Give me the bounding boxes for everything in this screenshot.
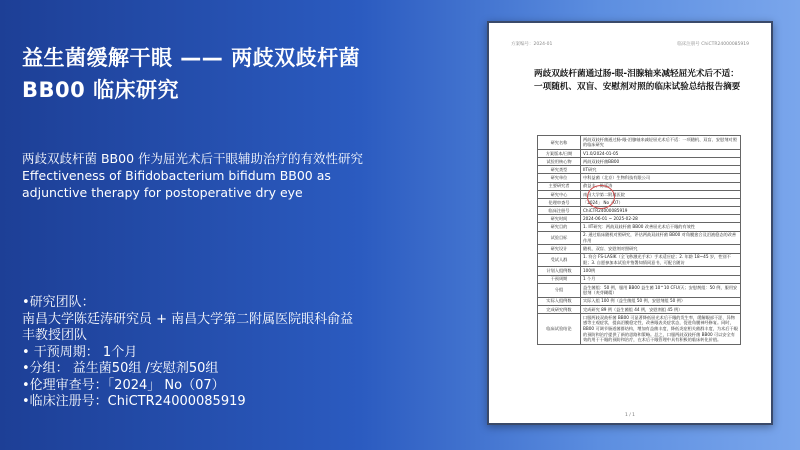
row-label: 研究设计 — [538, 245, 581, 253]
row-value: 随机、双盲、安慰剂对照研究 — [581, 245, 741, 253]
row-value: 益生菌组：50 例，服用 BB00 益生菌 10^10 CFU/天；安慰剂组：50 例，服用安慰剂（麦芽糊精） — [581, 283, 741, 297]
study-info-list — [22, 295, 362, 411]
row-label: 研究时间 — [538, 215, 581, 223]
table-row — [538, 149, 741, 157]
table-row — [538, 174, 741, 182]
row-value: 南昌大学第二附属医院 — [581, 190, 741, 198]
row-value: 完成研究 89 例（益生菌组 44 例，安慰剂组 45 例） — [581, 305, 741, 313]
table-row — [538, 283, 741, 297]
row-value: 口服两歧双歧杆菌 BB00 可显著降低屈光术后干眼的发生率，缓解眼部干涩、异物感等主观症状，提高泪膜稳定性，改善眼表炎症状态，促进角膜神经修复。同时，BB00 可调节肠道菌群结构，增加有益菌丰度，降低炎症相关菌群丰度，为术后干眼的预防和治疗提供了新的思路和策略。总之，口服两歧双歧杆菌 BB00 可以安全有效的用于干眼的预防和治疗，在术后干眼管理中具有积极的临床转化价值。 — [581, 313, 741, 344]
row-value: 2. 通过临床随机对照研究，评估两歧双歧杆菌 BB00 对角膜愈合及泪液稳态的改善作用 — [581, 231, 741, 245]
row-value: 1. IIT研究：两歧双歧杆菌 BB00 改善屈光术后干眼的有效性 — [581, 223, 741, 231]
row-label: 试验目标 — [538, 231, 581, 245]
row-label: 实际入组例数 — [538, 297, 581, 305]
table-row — [538, 313, 741, 344]
row-label: 研究名称 — [538, 136, 581, 150]
row-value: 「2024」 No（07） — [581, 198, 741, 206]
table-row — [538, 207, 741, 215]
info-team-label: •研究团队： — [22, 295, 95, 310]
row-label: 干预周期 — [538, 275, 581, 283]
table-row — [538, 223, 741, 231]
row-label: 研究中心 — [538, 190, 581, 198]
row-value: 实际入组 100 例（益生菌组 50 例，安慰剂组 50 例） — [581, 297, 741, 305]
row-label: 完成研究例数 — [538, 305, 581, 313]
row-value: V1.0/2024-01-05 — [581, 149, 741, 157]
table-row — [538, 215, 741, 223]
table-row — [538, 267, 741, 275]
row-label: 临床试验结论 — [538, 313, 581, 344]
document-summary-table — [537, 135, 741, 345]
subtitle-english: Effectiveness of Bifidobacterium bifidum BB00 as adjunctive therapy for postoperative dry eye — [22, 168, 331, 200]
seal-stamp — [587, 185, 615, 209]
document-header-right: 临床注册号 ChiCTR24000085919 — [677, 42, 749, 47]
info-registration-number: •临床注册号：ChiCTR24000085919 — [22, 394, 246, 409]
info-team-value: 南昌大学陈廷涛研究员 + 南昌大学第二附属医院眼科俞益丰教授团队 — [22, 311, 354, 343]
row-value: 俞益丰、陈廷涛 — [581, 182, 741, 190]
row-value: 1 个月 — [581, 275, 741, 283]
row-value: IIT研究 — [581, 166, 741, 174]
row-value: 1. 符合 FS-LASIK（全飞秒激光手术）手术适应症；2. 年龄 18~45 岁，性别不限；3. 自愿参加本试验并签署知情同意书，可配合随访 — [581, 253, 741, 267]
row-label: 计划入组例数 — [538, 267, 581, 275]
row-label: 研究类型 — [538, 166, 581, 174]
info-intervention-period: • 干预周期： 1个月 — [22, 344, 138, 360]
row-value: 100例 — [581, 267, 741, 275]
document-header — [511, 41, 749, 47]
study-subtitle — [22, 150, 382, 201]
row-label: 试验用核心物 — [538, 157, 581, 165]
document-page-number: 1 / 1 — [624, 413, 636, 418]
row-value: ChiCTR24000085919 — [581, 207, 741, 215]
row-label: 主要研究者 — [538, 182, 581, 190]
table-row — [538, 245, 741, 253]
table-row — [538, 297, 741, 305]
slide-title: 益生菌缓解干眼 —— 两歧双歧杆菌 BB00 临床研究 — [22, 46, 361, 102]
row-label: 方案版本/日期 — [538, 149, 581, 157]
table-row — [538, 190, 741, 198]
row-label: 分组 — [538, 283, 581, 297]
table-row — [538, 305, 741, 313]
report-document-image — [487, 21, 773, 425]
table-row — [538, 198, 741, 206]
table-row — [538, 157, 741, 165]
row-label: 临床注册号 — [538, 207, 581, 215]
row-value: 两歧双歧杆菌通过肠-眼-泪腺轴来减轻屈光术后不适：一项随机、双盲、安慰剂对照的临床研究 — [581, 136, 741, 150]
table-row — [538, 136, 741, 150]
subtitle-chinese: 两歧双歧杆菌 BB00 作为屈光术后干眼辅助治疗的有效性研究 — [22, 151, 364, 166]
row-value: 两歧双歧杆菌BB00 — [581, 157, 741, 165]
table-row — [538, 253, 741, 267]
table-row — [538, 275, 741, 283]
document-title: 两歧双歧杆菌通过肠-眼-泪腺轴来减轻屈光术后不适：一项随机、双盲、安慰剂对照的临床试验总结报告摘要 — [534, 69, 741, 92]
info-ethics-number: •伦理审查号：「2024」 No（07） — [22, 377, 225, 393]
row-label: 受试人群 — [538, 253, 581, 267]
row-label: 研究目的 — [538, 223, 581, 231]
row-label: 伦理审查号 — [538, 198, 581, 206]
row-value: 中科益菌（北京）生物科技有限公司 — [581, 174, 741, 182]
document-header-left: 方案编号：2024-01 — [511, 42, 553, 47]
info-groups: •分组： 益生菌50组 /安慰剂50组 — [22, 361, 219, 376]
table-row — [538, 166, 741, 174]
table-row — [538, 182, 741, 190]
row-label: 研究单位 — [538, 174, 581, 182]
table-row — [538, 231, 741, 245]
row-value: 2024-06-01 ~ 2025-02-28 — [581, 215, 741, 223]
